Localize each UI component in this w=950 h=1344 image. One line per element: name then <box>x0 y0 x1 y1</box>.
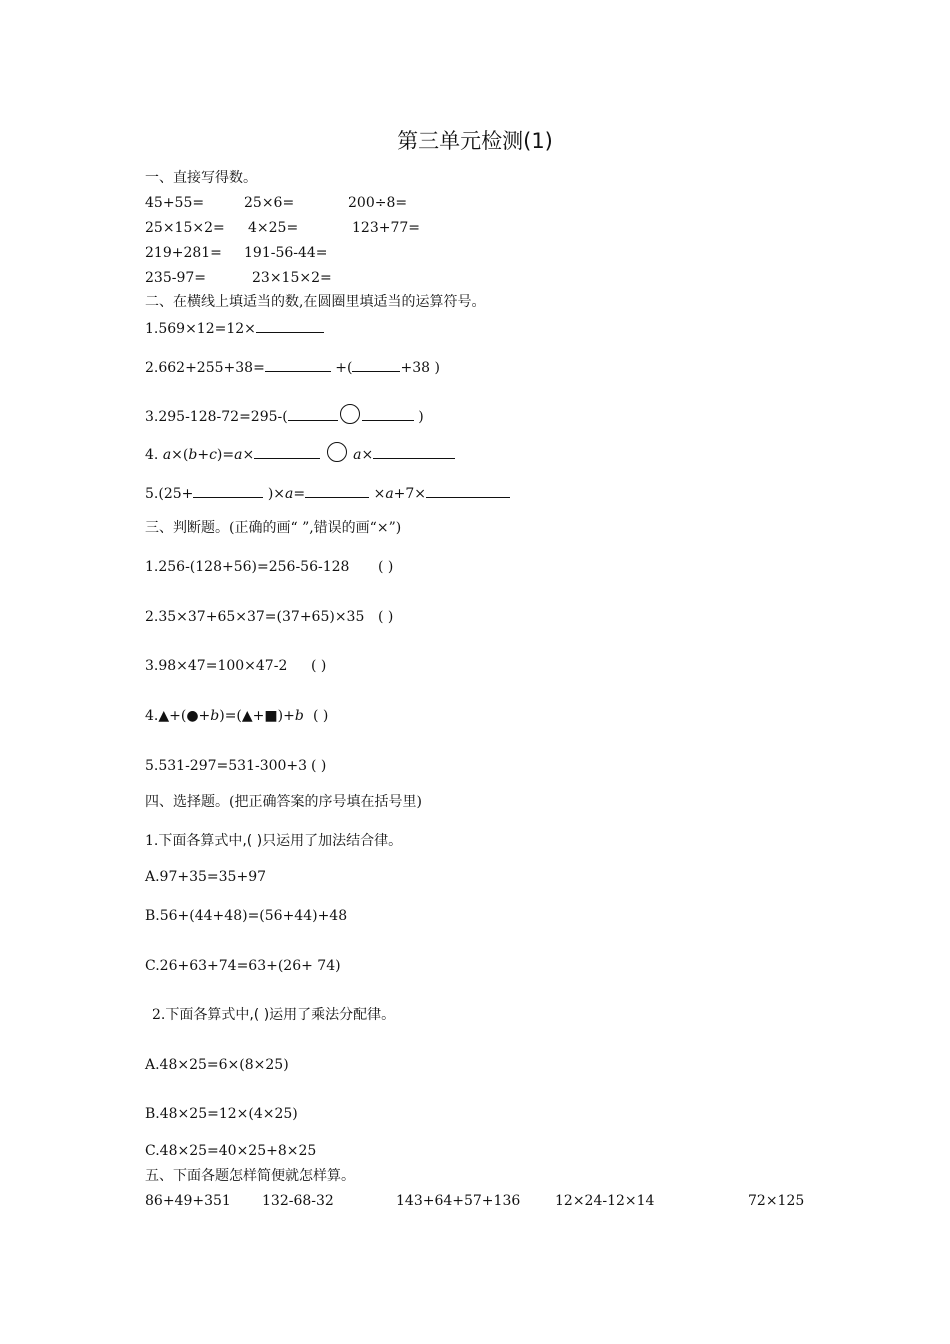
s2-q3-text: 3.295-128-72=295-( <box>145 409 288 425</box>
section-2-heading: 二、在横线上填适当的数,在圆圈里填适当的运算符号。 <box>145 294 486 310</box>
s2-q5-text: 5.(25+ <box>145 486 194 502</box>
s3-question-3: 3.98×47=100×47-2 <box>145 658 288 674</box>
s5-item: 132-68-32 <box>262 1193 334 1209</box>
answer-blank[interactable] <box>305 482 369 498</box>
s5-item: 143+64+57+136 <box>396 1193 521 1209</box>
s5-item: 12×24-12×14 <box>555 1193 655 1209</box>
s2-question-1 <box>145 317 324 339</box>
s2-q2-text: +( <box>335 360 353 376</box>
answer-blank[interactable] <box>265 356 331 372</box>
section-1-heading: 一、直接写得数。 <box>145 170 257 186</box>
s3-question-5: 5.531-297=531-300+3 <box>145 758 308 774</box>
s1-item: 191-56-44= <box>244 245 328 261</box>
s1-item: 45+55= <box>145 195 205 211</box>
s2-q2-text: 2.662+255+38= <box>145 360 265 376</box>
s4-question-2 <box>152 1005 395 1025</box>
s3-q4-var: b <box>210 708 220 724</box>
s1-item: 23×15×2= <box>252 270 332 286</box>
s4-q2-option-b: B.48×25=12×(4×25) <box>145 1106 298 1122</box>
s2-q5-text: × <box>373 486 386 502</box>
s2-q4-var: b <box>188 447 198 463</box>
page-title: 第三单元检测(1) <box>397 129 553 153</box>
section-4-heading: 四、选择题。(把正确答案的序号填在括号里) <box>145 794 422 810</box>
s1-item: 219+281= <box>145 245 222 261</box>
s3-question-2: 2.35×37+65×37=(37+65)×35 <box>145 609 365 625</box>
s1-item: 123+77= <box>352 220 420 236</box>
s5-item: 86+49+351 <box>145 1193 231 1209</box>
s2-q4-text: + <box>197 447 210 463</box>
s4-q2-option-a: A.48×25=6×(8×25) <box>145 1057 289 1073</box>
answer-paren[interactable]: ( ) <box>311 758 327 774</box>
s2-q4-text: )= <box>216 447 235 463</box>
answer-paren[interactable]: ( ) <box>378 609 394 625</box>
s1-item: 4×25= <box>248 220 299 236</box>
s4-q2-num: 2. <box>152 1007 166 1023</box>
s2-question-5 <box>145 482 510 504</box>
answer-blank[interactable] <box>426 482 510 498</box>
s2-q5-var: a <box>385 486 394 502</box>
answer-blank[interactable] <box>254 443 320 459</box>
s2-q5-text: = <box>293 486 306 502</box>
s3-q4-var: b <box>294 708 304 724</box>
answer-blank[interactable] <box>193 482 263 498</box>
s1-item: 200÷8= <box>348 195 408 211</box>
answer-blank[interactable] <box>352 356 400 372</box>
s2-q4-text: ×( <box>171 447 189 463</box>
s2-question-3 <box>145 404 424 427</box>
answer-blank[interactable] <box>362 405 414 421</box>
answer-blank[interactable] <box>373 443 455 459</box>
s2-q4-text: 4. <box>145 447 159 463</box>
s4-q2-option-c: C.48×25=40×25+8×25 <box>145 1143 317 1159</box>
s2-q5-text: )× <box>267 486 286 502</box>
s3-q4-text: )=(▲+■)+ <box>219 708 295 724</box>
s2-q4-var: a <box>234 447 243 463</box>
s2-q5-text: +7× <box>393 486 427 502</box>
s2-q5-var: a <box>285 486 294 502</box>
s2-question-4 <box>145 442 455 465</box>
s4-q1-option-c: C.26+63+74=63+(26+ 74) <box>145 958 341 974</box>
s4-q2-text: 下面各算式中,( )运用了乘法分配律。 <box>165 1007 396 1023</box>
section-3-heading: 三、判断题。(正确的画“ ”,错误的画“×”) <box>145 520 402 536</box>
s2-q1-text: 1.569×12=12× <box>145 321 256 337</box>
answer-paren[interactable]: ( ) <box>313 708 329 724</box>
section-5-heading: 五、下面各题怎样简便就怎样算。 <box>145 1168 355 1184</box>
s3-q4-text: 4.▲+(●+ <box>145 708 211 724</box>
s1-item: 235-97= <box>145 270 206 286</box>
s2-question-2 <box>145 356 440 378</box>
s1-item: 25×6= <box>244 195 295 211</box>
operator-circle-icon[interactable] <box>340 404 360 424</box>
s3-question-1: 1.256-(128+56)=256-56-128 <box>145 559 350 575</box>
s4-q1-num: 1. <box>145 833 159 849</box>
s4-q1-option-a: A.97+35=35+97 <box>145 869 267 885</box>
answer-blank[interactable] <box>256 317 324 333</box>
s2-q4-text: × <box>361 447 374 463</box>
s4-question-1 <box>145 831 402 851</box>
s2-q3-text: ) <box>418 409 424 425</box>
s2-q4-var: c <box>209 447 217 463</box>
s2-q4-var: a <box>162 447 172 463</box>
answer-blank[interactable] <box>288 405 338 421</box>
s3-question-4 <box>145 706 304 726</box>
s2-q2-text: +38 ) <box>400 360 440 376</box>
s1-item: 25×15×2= <box>145 220 225 236</box>
s4-q1-text: 下面各算式中,( )只运用了加法结合律。 <box>158 833 403 849</box>
answer-paren[interactable]: ( ) <box>378 559 394 575</box>
s4-q1-option-b: B.56+(44+48)=(56+44)+48 <box>145 908 348 924</box>
s5-item: 72×125 <box>748 1193 805 1209</box>
operator-circle-icon[interactable] <box>327 442 347 462</box>
answer-paren[interactable]: ( ) <box>311 658 327 674</box>
s2-q4-text: × <box>242 447 255 463</box>
s2-q4-var: a <box>353 447 362 463</box>
